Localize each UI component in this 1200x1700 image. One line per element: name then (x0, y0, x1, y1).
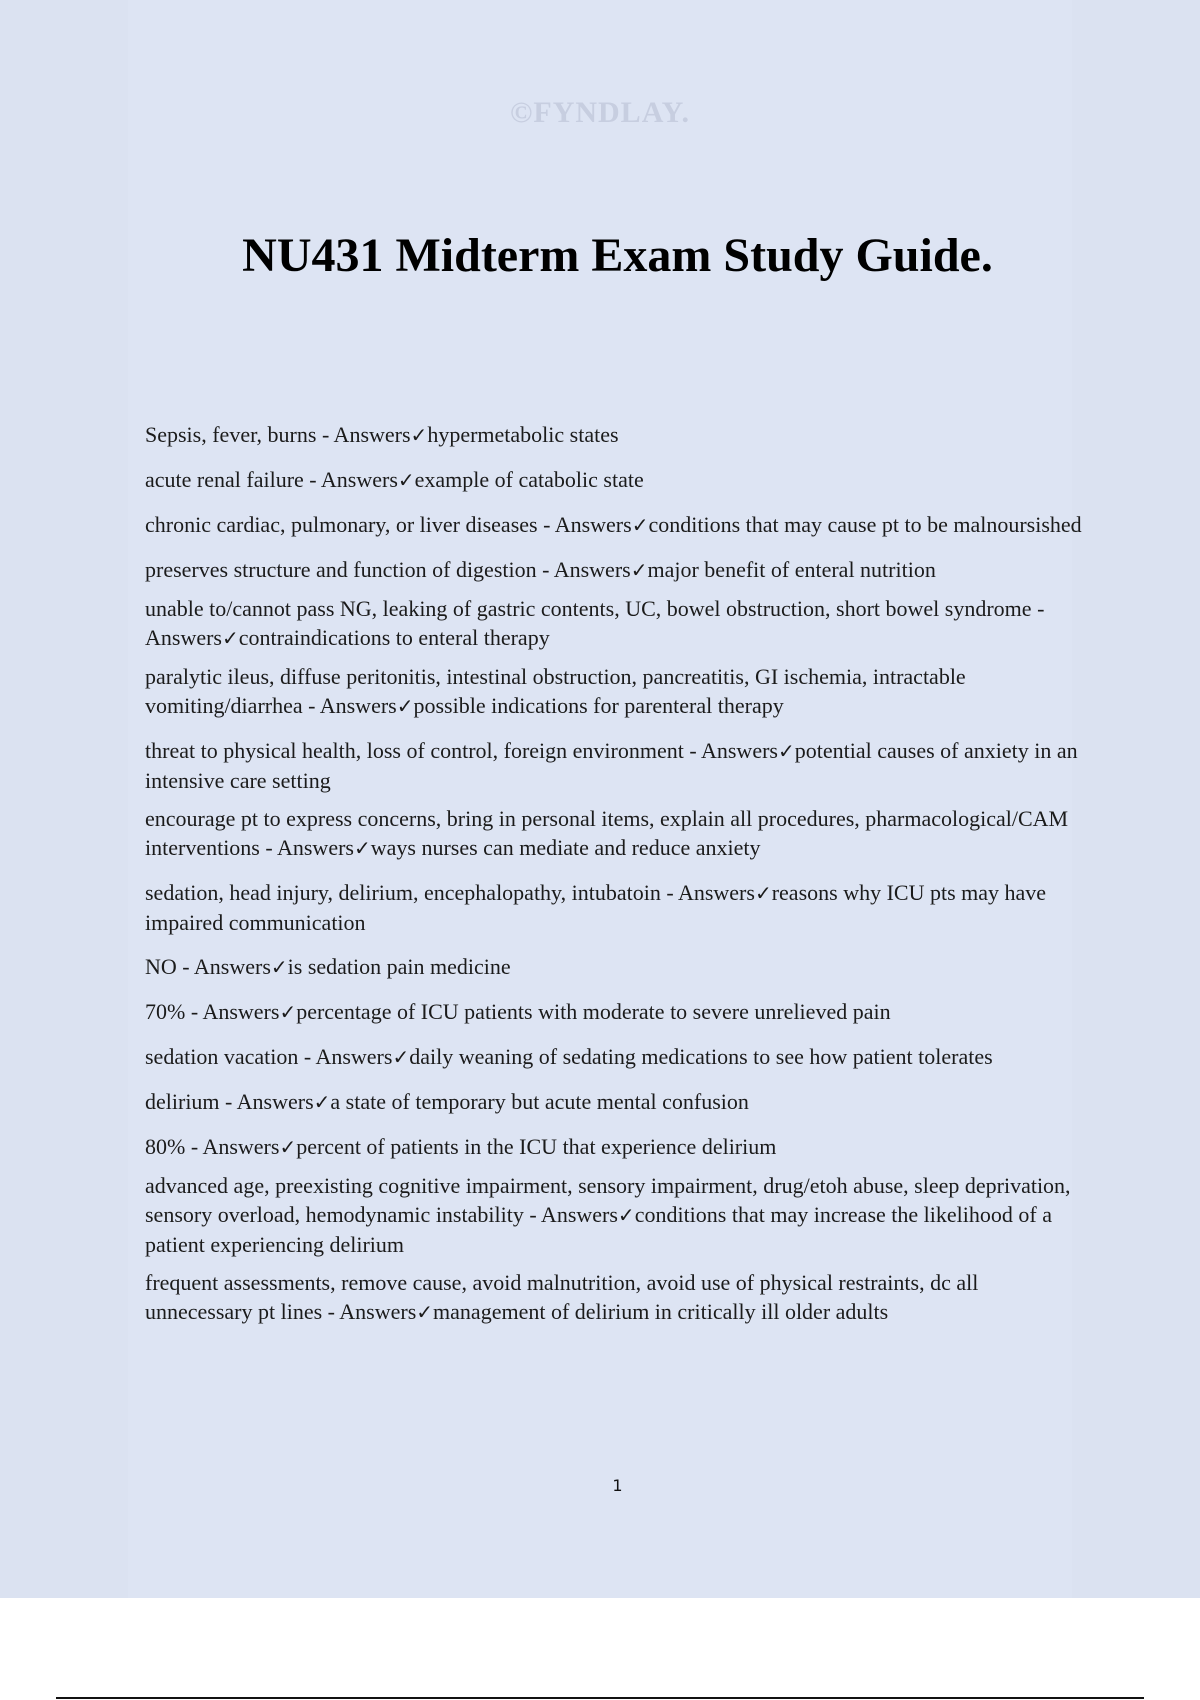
qa-answer: conditions that may cause pt to be malnoursished (648, 512, 1082, 537)
check-icon: ✓ (777, 739, 795, 763)
check-icon: ✓ (630, 558, 648, 582)
qa-answer: percentage of ICU patients with moderate to severe unrelieved pain (296, 999, 891, 1024)
qa-item (145, 465, 1090, 495)
qa-term: acute renal failure (145, 467, 304, 492)
answers-label: - Answers (185, 1134, 280, 1159)
qa-answer: is sedation pain medicine (287, 954, 511, 979)
qa-answer: example of catabolic state (414, 467, 644, 492)
qa-term: threat to physical health, loss of control, foreign environment (145, 738, 684, 763)
qa-term: 70% (145, 999, 186, 1024)
qa-item (145, 555, 1090, 585)
qa-item (145, 1042, 1090, 1072)
qa-term: sedation, head injury, delirium, encephalopathy, intubatoin (145, 880, 661, 905)
answers-label: - Answers (660, 880, 755, 905)
document-title: NU431 Midterm Exam Study Guide. (242, 229, 993, 282)
answers-label: - Answers (537, 512, 632, 537)
answers-label: - Answers (298, 1044, 393, 1069)
qa-item (145, 736, 1090, 795)
qa-item (145, 1087, 1090, 1117)
qa-term: Sepsis, fever, burns (145, 422, 317, 447)
check-icon: ✓ (416, 1300, 434, 1324)
qa-answer: management of delirium in critically ill older adults (433, 1299, 889, 1324)
answers-label: - Answers (303, 467, 398, 492)
answers-label: - Answers (322, 1299, 417, 1324)
qa-term: unable to/cannot pass NG, leaking of gastric contents, UC, bowel obstruction, short bowel syndrome (145, 596, 1032, 621)
qa-term: advanced age, preexisting cognitive impairment, sensory impairment, drug/etoh abuse, sleep deprivation, sensory overload, hemodynamic instability (145, 1173, 1071, 1227)
qa-item (145, 1132, 1090, 1162)
check-icon: ✓ (392, 1045, 410, 1069)
bottom-divider (56, 1697, 1144, 1699)
qa-term: encourage pt to express concerns, bring in personal items, explain all procedures, pharmacological/CAM interventions (145, 806, 1069, 860)
check-icon: ✓ (353, 836, 371, 860)
qa-item (145, 594, 1090, 653)
qa-item (145, 662, 1090, 721)
qa-answer: ways nurses can mediate and reduce anxiety (370, 835, 761, 860)
page-number: 1 (612, 1476, 623, 1495)
check-icon: ✓ (397, 468, 415, 492)
check-icon: ✓ (396, 694, 414, 718)
answers-label: - Answers (316, 422, 411, 447)
qa-term: frequent assessments, remove cause, avoid malnutrition, avoid use of physical restraints, dc all unnecessary pt lines (145, 1270, 979, 1324)
check-icon: ✓ (222, 626, 239, 650)
qa-answer: potential causes of anxiety in an intensive care setting (145, 738, 1078, 793)
qa-term: paralytic ileus, diffuse peritonitis, intestinal obstruction, pancreatitis, GI ischemia, intractable vomiting/diarrhea (145, 664, 966, 718)
qa-answer: a state of temporary but acute mental confusion (330, 1089, 749, 1114)
qa-term: delirium (145, 1089, 220, 1114)
qa-term: preserves structure and function of digestion (145, 557, 537, 582)
qa-item (145, 997, 1090, 1027)
answers-label: - Answers (536, 557, 631, 582)
answers-label: - Answers (176, 954, 271, 979)
check-icon: ✓ (410, 423, 428, 447)
answers-label: - Answers (259, 835, 354, 860)
qa-term: NO (145, 954, 177, 979)
answers-label: - Answers (302, 693, 397, 718)
answers-label: - Answers (185, 999, 280, 1024)
qa-item (145, 420, 1090, 450)
qa-term: 80% (145, 1134, 186, 1159)
qa-item (145, 952, 1090, 982)
qa-list (145, 420, 1090, 1342)
qa-answer: major benefit of enteral nutrition (647, 557, 936, 582)
qa-term: chronic cardiac, pulmonary, or liver diseases (145, 512, 538, 537)
qa-item (145, 1268, 1090, 1327)
check-icon: ✓ (270, 955, 288, 979)
check-icon: ✓ (617, 1203, 635, 1227)
qa-item (145, 804, 1090, 863)
answers-label: - Answers (145, 596, 1045, 650)
check-icon: ✓ (279, 1000, 297, 1024)
qa-term: sedation vacation (145, 1044, 299, 1069)
answers-label: - Answers (523, 1202, 618, 1227)
qa-item (145, 510, 1090, 540)
qa-item (145, 878, 1090, 937)
check-icon: ✓ (631, 513, 649, 537)
check-icon: ✓ (313, 1090, 331, 1114)
watermark: ©FYNDLAY. (509, 96, 691, 129)
qa-answer: contraindications to enteral therapy (238, 625, 550, 650)
qa-answer: possible indications for parenteral therapy (413, 693, 784, 718)
qa-answer: daily weaning of sedating medications to see how patient tolerates (409, 1044, 993, 1069)
answers-label: - Answers (683, 738, 778, 763)
answers-label: - Answers (219, 1089, 314, 1114)
check-icon: ✓ (279, 1135, 297, 1159)
check-icon: ✓ (754, 881, 772, 905)
qa-answer: conditions that may increase the likelihood of a patient experiencing delirium (145, 1202, 1052, 1257)
qa-answer: percent of patients in the ICU that experience delirium (296, 1134, 777, 1159)
qa-item (145, 1171, 1090, 1259)
qa-answer: reasons why ICU pts may have impaired communication (145, 880, 1047, 935)
qa-answer: hypermetabolic states (427, 422, 619, 447)
